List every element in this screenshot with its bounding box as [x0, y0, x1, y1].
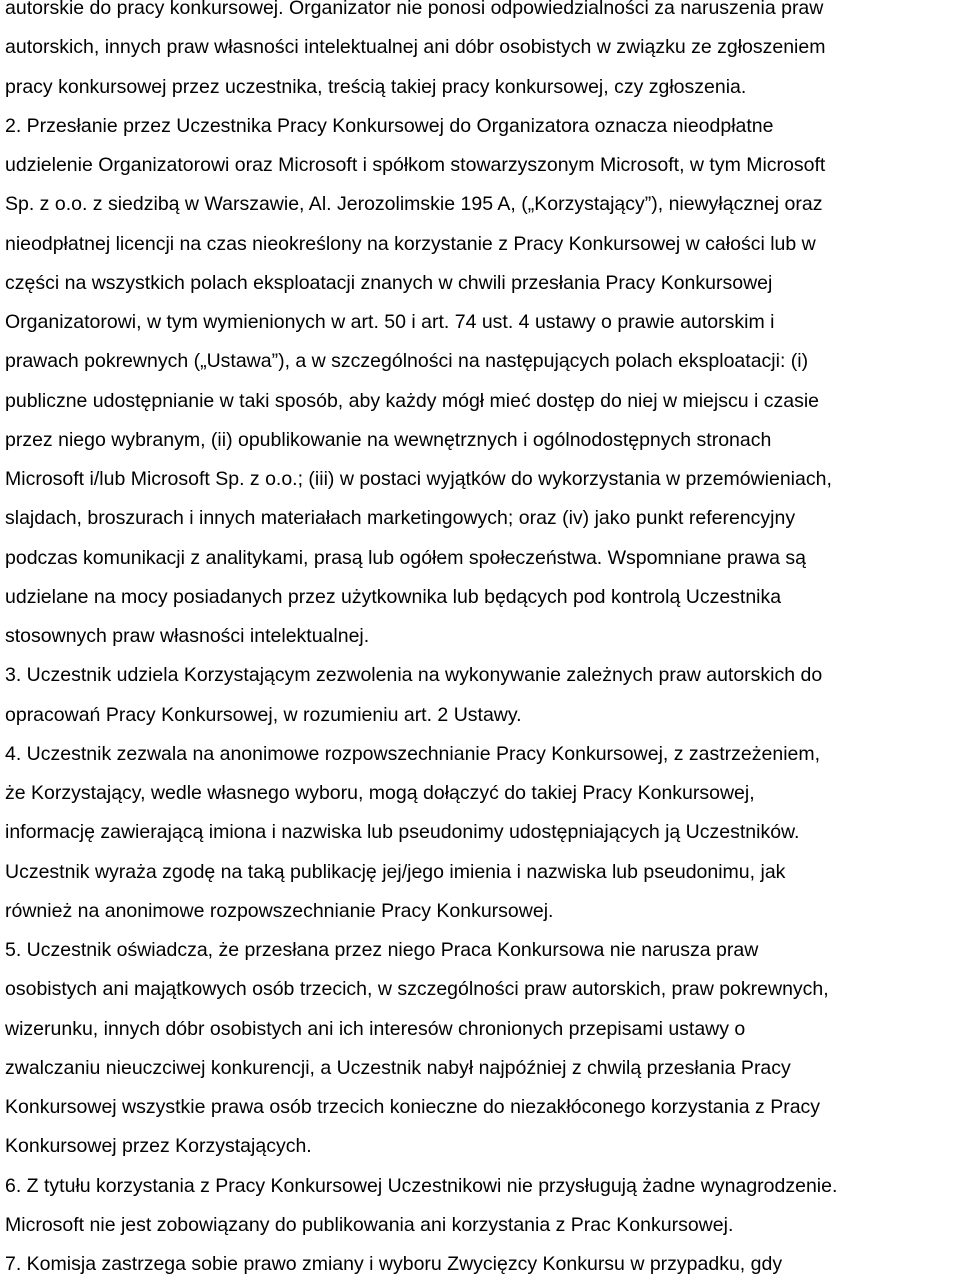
text-line: informację zawierającą imiona i nazwiska lub pseudonimy udostępniających ją Uczestników.	[5, 821, 800, 844]
text-line: publiczne udostępnianie w taki sposób, aby każdy mógł mieć dostęp do niej w miejscu i czasie	[5, 389, 820, 412]
text-line: wizerunku, innych dóbr osobistych ani ich interesów chronionych przepisami ustawy o	[5, 1017, 746, 1040]
text-line: Organizatorowi, w tym wymienionych w art. 50 i art. 74 ust. 4 ustawy o prawie autorskim i	[5, 311, 775, 333]
text-line: zwalczaniu nieuczciwej konkurencji, a Uczestnik nabył najpóźniej z chwilą przesłania Pracy	[5, 1056, 791, 1079]
text-line: slajdach, broszurach i innych materiałach marketingowych; oraz (iv) jako punkt referencyjny	[5, 507, 796, 530]
text-line: 4. Uczestnik zezwala na anonimowe rozpowszechnianie Pracy Konkursowej, z zastrzeżeniem,	[5, 742, 821, 765]
text-line: autorskie do pracy konkursowej. Organizator nie ponosi odpowiedzialności za naruszenia praw	[5, 0, 824, 19]
text-line: Konkursowej przez Korzystających.	[5, 1135, 312, 1158]
text-line: Microsoft nie jest zobowiązany do publikowania ani korzystania z Prac Konkursowej.	[5, 1213, 734, 1236]
text-line: opracowań Pracy Konkursowej, w rozumieniu art. 2 Ustawy.	[5, 703, 522, 726]
text-line: 3. Uczestnik udziela Korzystającym zezwolenia na wykonywanie zależnych praw autorskich do	[5, 664, 823, 687]
text-line: udzielenie Organizatorowi oraz Microsoft i spółkom stowarzyszonym Microsoft, w tym Microsoft	[5, 154, 826, 176]
text-line: przez niego wybranym, (ii) opublikowanie na wewnętrznych i ogólnodostępnych stronach	[5, 428, 772, 451]
text-line: Microsoft i/lub Microsoft Sp. z o.o.; (iii) w postaci wyjątków do wykorzystania w przemówieniach,	[5, 468, 832, 490]
text-line: Uczestnik wyraża zgodę na taką publikację jej/jego imienia i nazwiska lub pseudonimu, jak	[5, 860, 786, 883]
text-line: osobistych ani majątkowych osób trzecich, w szczególności praw autorskich, praw pokrewnych,	[5, 978, 829, 1001]
text-line: stosownych praw własności intelektualnej.	[5, 625, 370, 647]
text-line: prawach pokrewnych („Ustawa”), a w szczególności na następujących polach eksploatacji: (i)	[5, 350, 809, 373]
text-line: 6. Z tytułu korzystania z Pracy Konkursowej Uczestnikowi nie przysługują żadne wynagrodzenie.	[5, 1174, 838, 1197]
text-line: nieodpłatnej licencji na czas nieokreślony na korzystanie z Pracy Konkursowej w całości lub w	[5, 232, 816, 255]
text-line: podczas komunikacji z analitykami, prasą lub ogółem społeczeństwa. Wspomniane prawa są	[5, 546, 806, 569]
text-line: udzielane na mocy posiadanych przez użytkownika lub będących pod kontrolą Uczestnika	[5, 585, 782, 608]
text-line: autorskich, innych praw własności intelektualnej ani dóbr osobistych w związku ze zgłoszeniem	[5, 36, 826, 59]
text-line: Konkursowej wszystkie prawa osób trzecich konieczne do niezakłóconego korzystania z Pracy	[5, 1096, 821, 1118]
text-line: 7. Komisja zastrzega sobie prawo zmiany i wyboru Zwycięzcy Konkursu w przypadku, gdy	[5, 1253, 783, 1275]
text-line: części na wszystkich polach eksploatacji znanych w chwili przesłania Pracy Konkursowej	[5, 271, 773, 294]
text-line: że Korzystający, wedle własnego wyboru, mogą dołączyć do takiej Pracy Konkursowej,	[5, 782, 755, 804]
text-line: Sp. z o.o. z siedzibą w Warszawie, Al. Jerozolimskie 195 A, („Korzystający”), niewyłącznej oraz	[5, 193, 823, 216]
document-page	[5, 0, 960, 1284]
text-line: 2. Przesłanie przez Uczestnika Pracy Konkursowej do Organizatora oznacza nieodpłatne	[5, 114, 774, 137]
text-line: pracy konkursowej przez uczestnika, treścią takiej pracy konkursowej, czy zgłoszenia.	[5, 75, 747, 98]
text-line: 5. Uczestnik oświadcza, że przesłana przez niego Praca Konkursowa nie narusza praw	[5, 939, 759, 961]
text-line: również na anonimowe rozpowszechnianie Pracy Konkursowej.	[5, 899, 554, 922]
